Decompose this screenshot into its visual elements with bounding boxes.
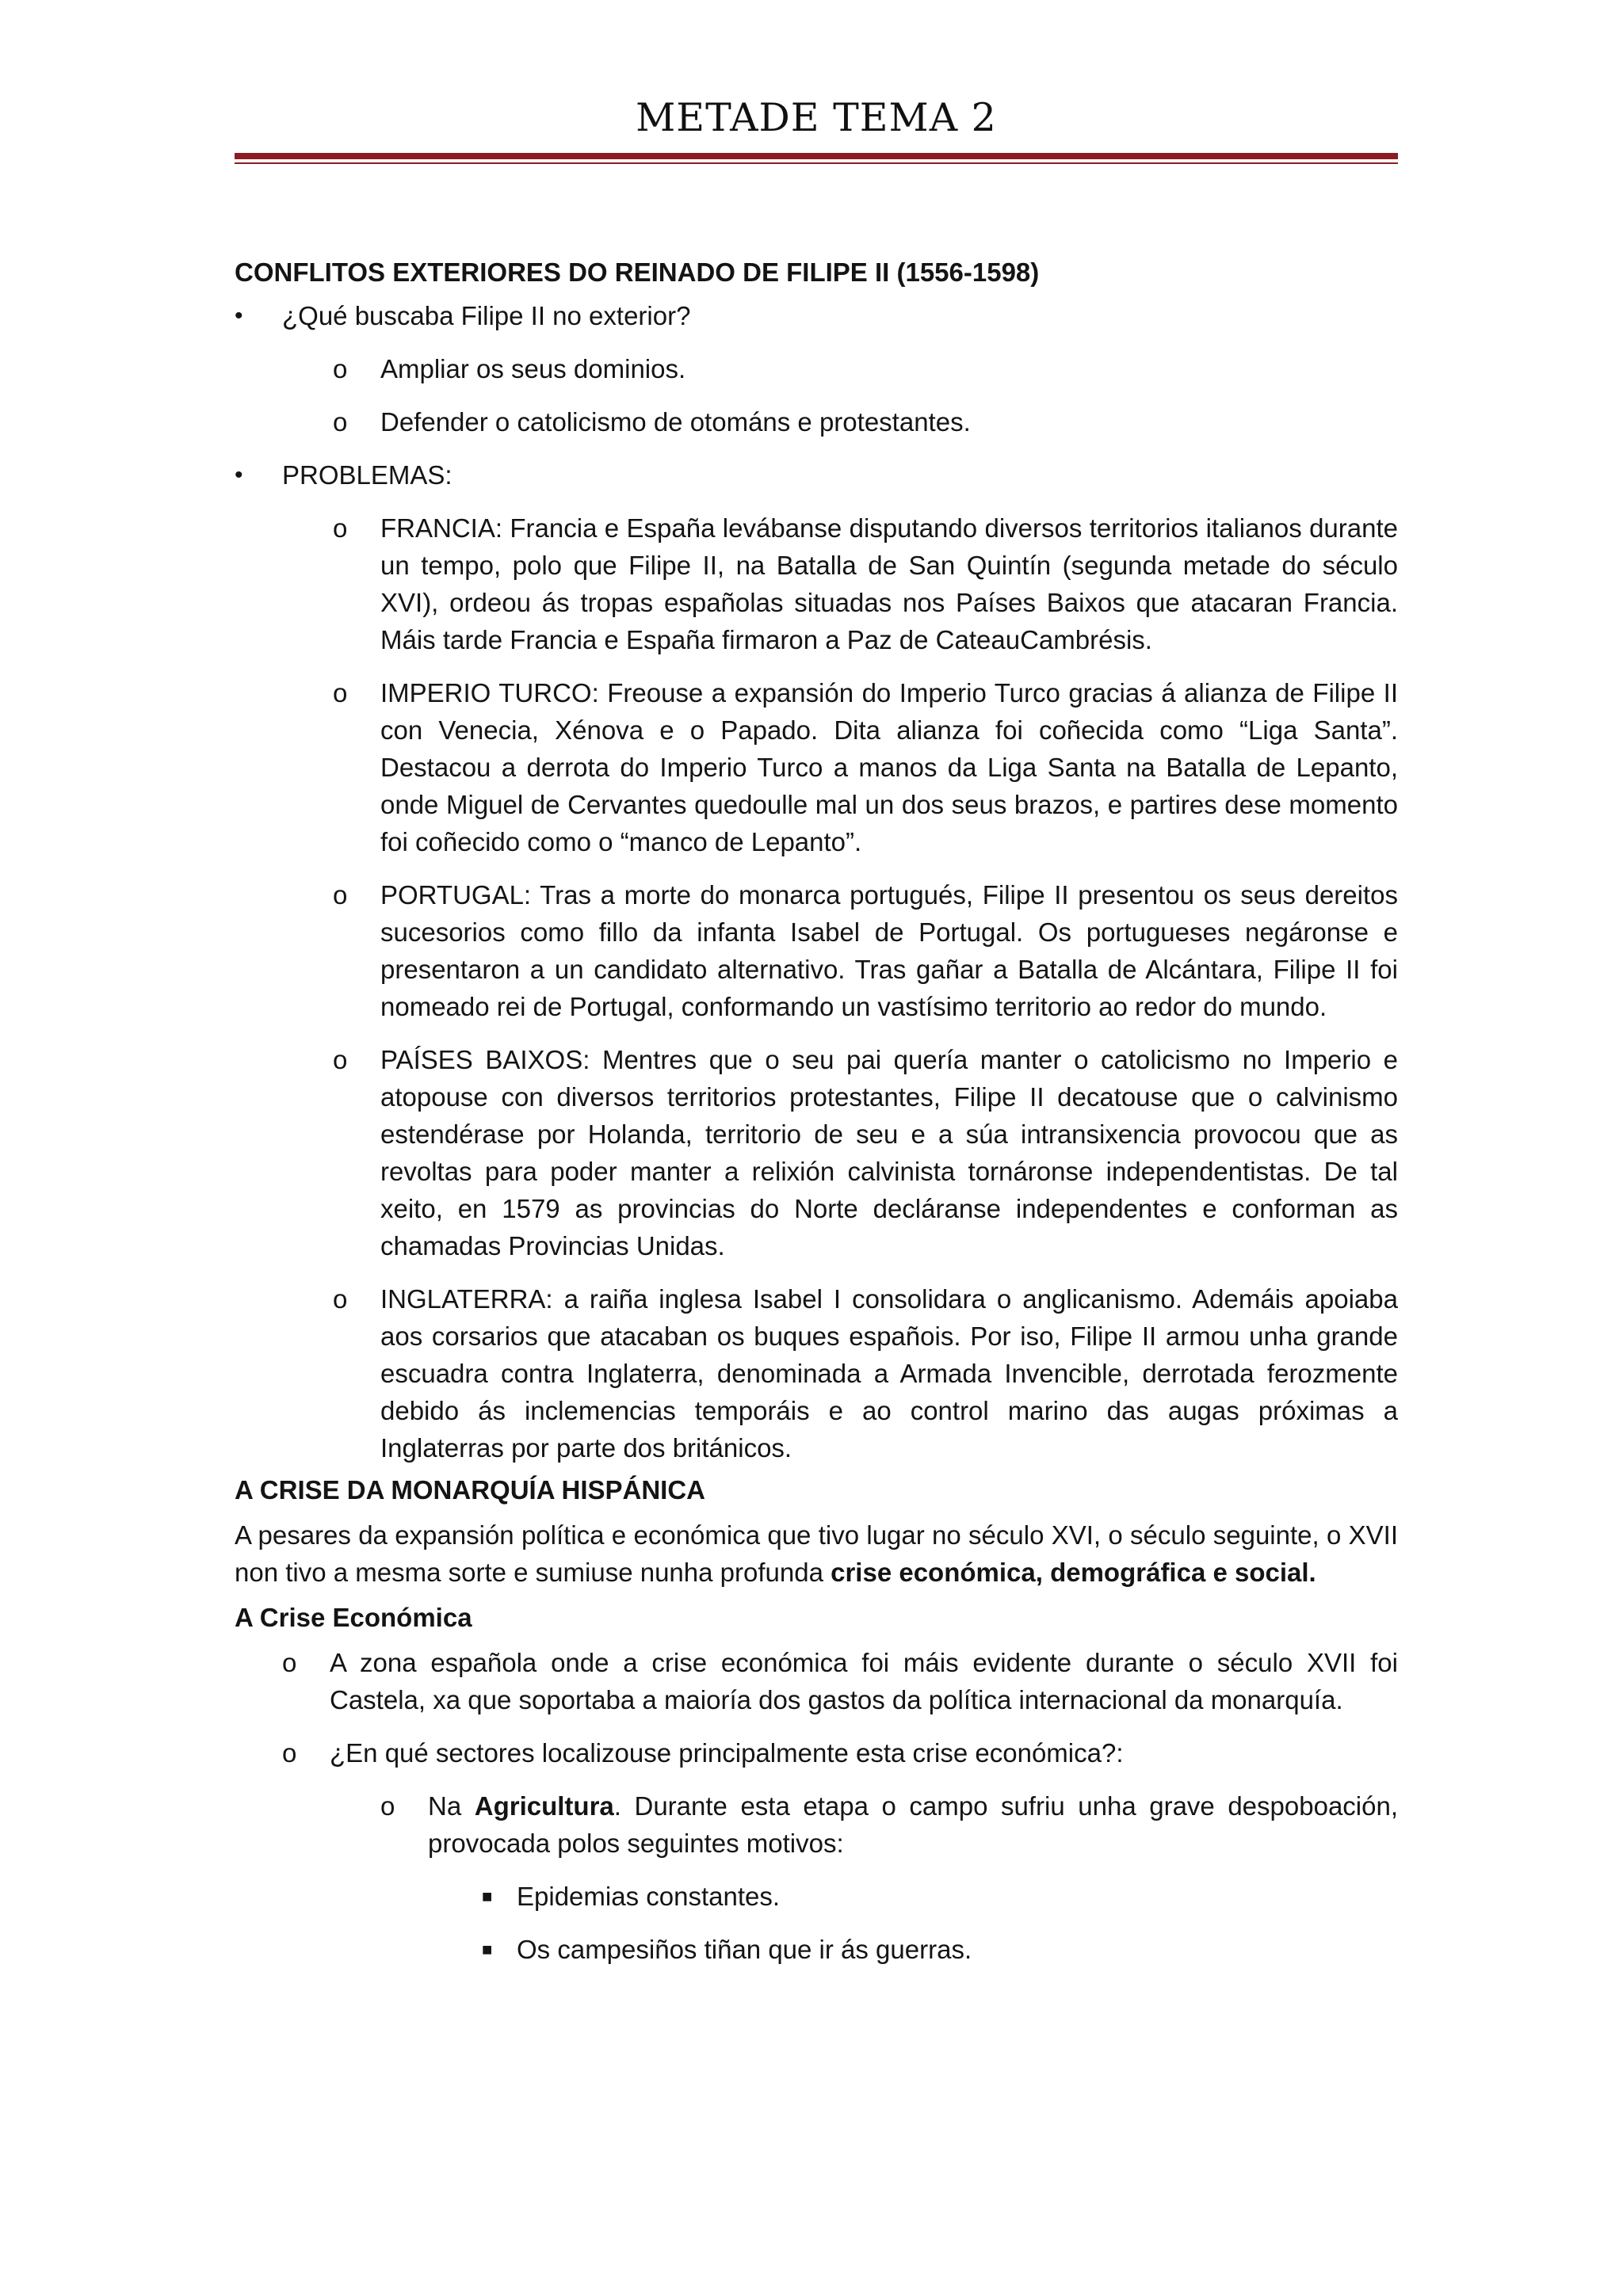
problem-text: PORTUGAL: Tras a morte do monarca portugués, Filipe II presentou os seus dereitos sucesorios como fillo da infanta Isabel de Portugal. Os portugueses negáronse e presentaron a un candidato alternativo. Tras gañar a Batalla de Alcántara, Filipe II foi nomeado rei de Portugal, conformando un vastísimo territorio ao redor do mundo.: [380, 880, 1398, 1021]
circle-bullet-icon: o: [282, 1648, 297, 1677]
problem-text: INGLATERRA: a raiña inglesa Isabel I consolidara o anglicanismo. Ademáis apoiaba aos corsarios que atacaban os buques españois. Por iso, Filipe II armou unha grande escuadra contra Inglaterra, denominada a Armada Invencible, derrotada ferozmente debido ás inclemencias temporáis e ao control marino das augas próximas a Inglaterras por parte dos británicos.: [380, 1284, 1398, 1463]
problem-paises-baixos: [235, 1041, 1398, 1264]
problem-francia: [235, 509, 1398, 658]
circle-bullet-icon: o: [333, 678, 348, 707]
sub-item: [235, 403, 1398, 441]
problem-text: PAÍSES BAIXOS: Mentres que o seu pai quería manter o catolicismo no Imperio e atopouse con diversos territorios protestantes, Filipe II decatouse que o calvinismo estendérase por Holanda, territorio de seu e a súa intransixencia provocou que as revoltas para poder manter a relixión calvinista tornáronse independentistas. De tal xeito, en 1579 as provincias do Norte decláranse independentes e conforman as chamadas Provincias Unidas.: [380, 1045, 1398, 1261]
crise-intro-paragraph: [235, 1516, 1398, 1591]
circle-bullet-icon: o: [333, 880, 348, 910]
page-header-title: METADE TEMA 2: [636, 95, 997, 140]
motive-text: Os campesiños tiñan que ir ás guerras.: [517, 1935, 972, 1964]
circle-bullet-icon: o: [333, 407, 348, 437]
document-body: [235, 254, 1398, 1984]
problem-text: FRANCIA: Francia e España levábanse disputando diversos territorios italianos durante un tempo, polo que Filipe II, na Batalla de San Quintín (segunda metade do século XVI), ordeou ás tropas españolas situadas nos Países Baixos que atacaran Francia. Máis tarde Francia e España firmaron a Paz de CateauCambrésis.: [380, 513, 1398, 654]
motive-text: Epidemias constantes.: [517, 1882, 781, 1911]
circle-bullet-icon: o: [282, 1738, 297, 1768]
motive-item: [235, 1931, 1398, 1968]
bullet-question: [235, 297, 1398, 334]
economic-item-text: ¿En qué sectores localizouse principalmente esta crise económica?:: [330, 1738, 1124, 1768]
bullet-icon: •: [235, 462, 243, 488]
bullet-problemas: [235, 456, 1398, 494]
bullet-icon: •: [235, 303, 243, 329]
circle-bullet-icon: o: [333, 1284, 348, 1314]
sub-item-text: Defender o catolicismo de otománs e protestantes.: [380, 407, 971, 437]
economic-item: [235, 1734, 1398, 1772]
section-heading-crise-monarquia: A CRISE DA MONARQUÍA HISPÁNICA: [235, 1475, 706, 1505]
square-bullet-icon: ■: [482, 1886, 493, 1906]
section-heading-conflitos: CONFLITOS EXTERIORES DO REINADO DE FILIPE II (1556-1598): [235, 257, 1040, 287]
problem-portugal: [235, 876, 1398, 1025]
problem-text: IMPERIO TURCO: Freouse a expansión do Imperio Turco gracias á alianza de Filipe II con Venecia, Xénova e o Papado. Dita alianza foi coñecida como “Liga Santa”. Destacou a derrota do Imperio Turco a manos da Liga Santa na Batalla de Lepanto, onde Miguel de Cervantes quedoulle mal un dos seus brazos, e partires dese momento foi coñecido como o “manco de Lepanto”.: [380, 678, 1398, 856]
agri-bold: Agricultura: [474, 1791, 614, 1821]
circle-bullet-icon: o: [333, 354, 348, 383]
circle-bullet-icon: o: [380, 1791, 395, 1821]
crise-intro-text: A pesares da expansión política e económica que tivo lugar no século XVI, o século seguinte, o XVII non tivo a mesma sorte e sumiuse nunha profunda: [235, 1520, 1398, 1587]
header-rule-thick: [235, 153, 1398, 159]
section-heading-crise-economica: A Crise Económica: [235, 1603, 472, 1632]
problem-inglaterra: [235, 1280, 1398, 1466]
bullet-text: PROBLEMAS:: [282, 460, 453, 490]
agri-prefix: Na: [428, 1791, 475, 1821]
motive-item: [235, 1878, 1398, 1915]
agricultura-item: [235, 1787, 1398, 1862]
economic-item-text: A zona española onde a crise económica foi máis evidente durante o século XVII foi Castela, xa que soportaba a maioría dos gastos da política internacional da monarquía.: [330, 1648, 1398, 1714]
circle-bullet-icon: o: [333, 1045, 348, 1074]
problem-imperio-turco: [235, 674, 1398, 860]
circle-bullet-icon: o: [333, 513, 348, 543]
sub-item-text: Ampliar os seus dominios.: [380, 354, 686, 383]
bullet-text: ¿Qué buscaba Filipe II no exterior?: [282, 301, 691, 330]
header-rule-thin: [235, 162, 1398, 164]
square-bullet-icon: ■: [482, 1939, 493, 1959]
sub-item: [235, 350, 1398, 387]
agricultura-text: [428, 1787, 1398, 1862]
agri-rest: . Durante esta etapa o campo sufriu unha grave despoboación, provocada polos seguintes motivos:: [428, 1791, 1399, 1858]
economic-item: [235, 1644, 1398, 1718]
crise-intro-bold: crise económica, demográfica e social.: [831, 1558, 1316, 1587]
